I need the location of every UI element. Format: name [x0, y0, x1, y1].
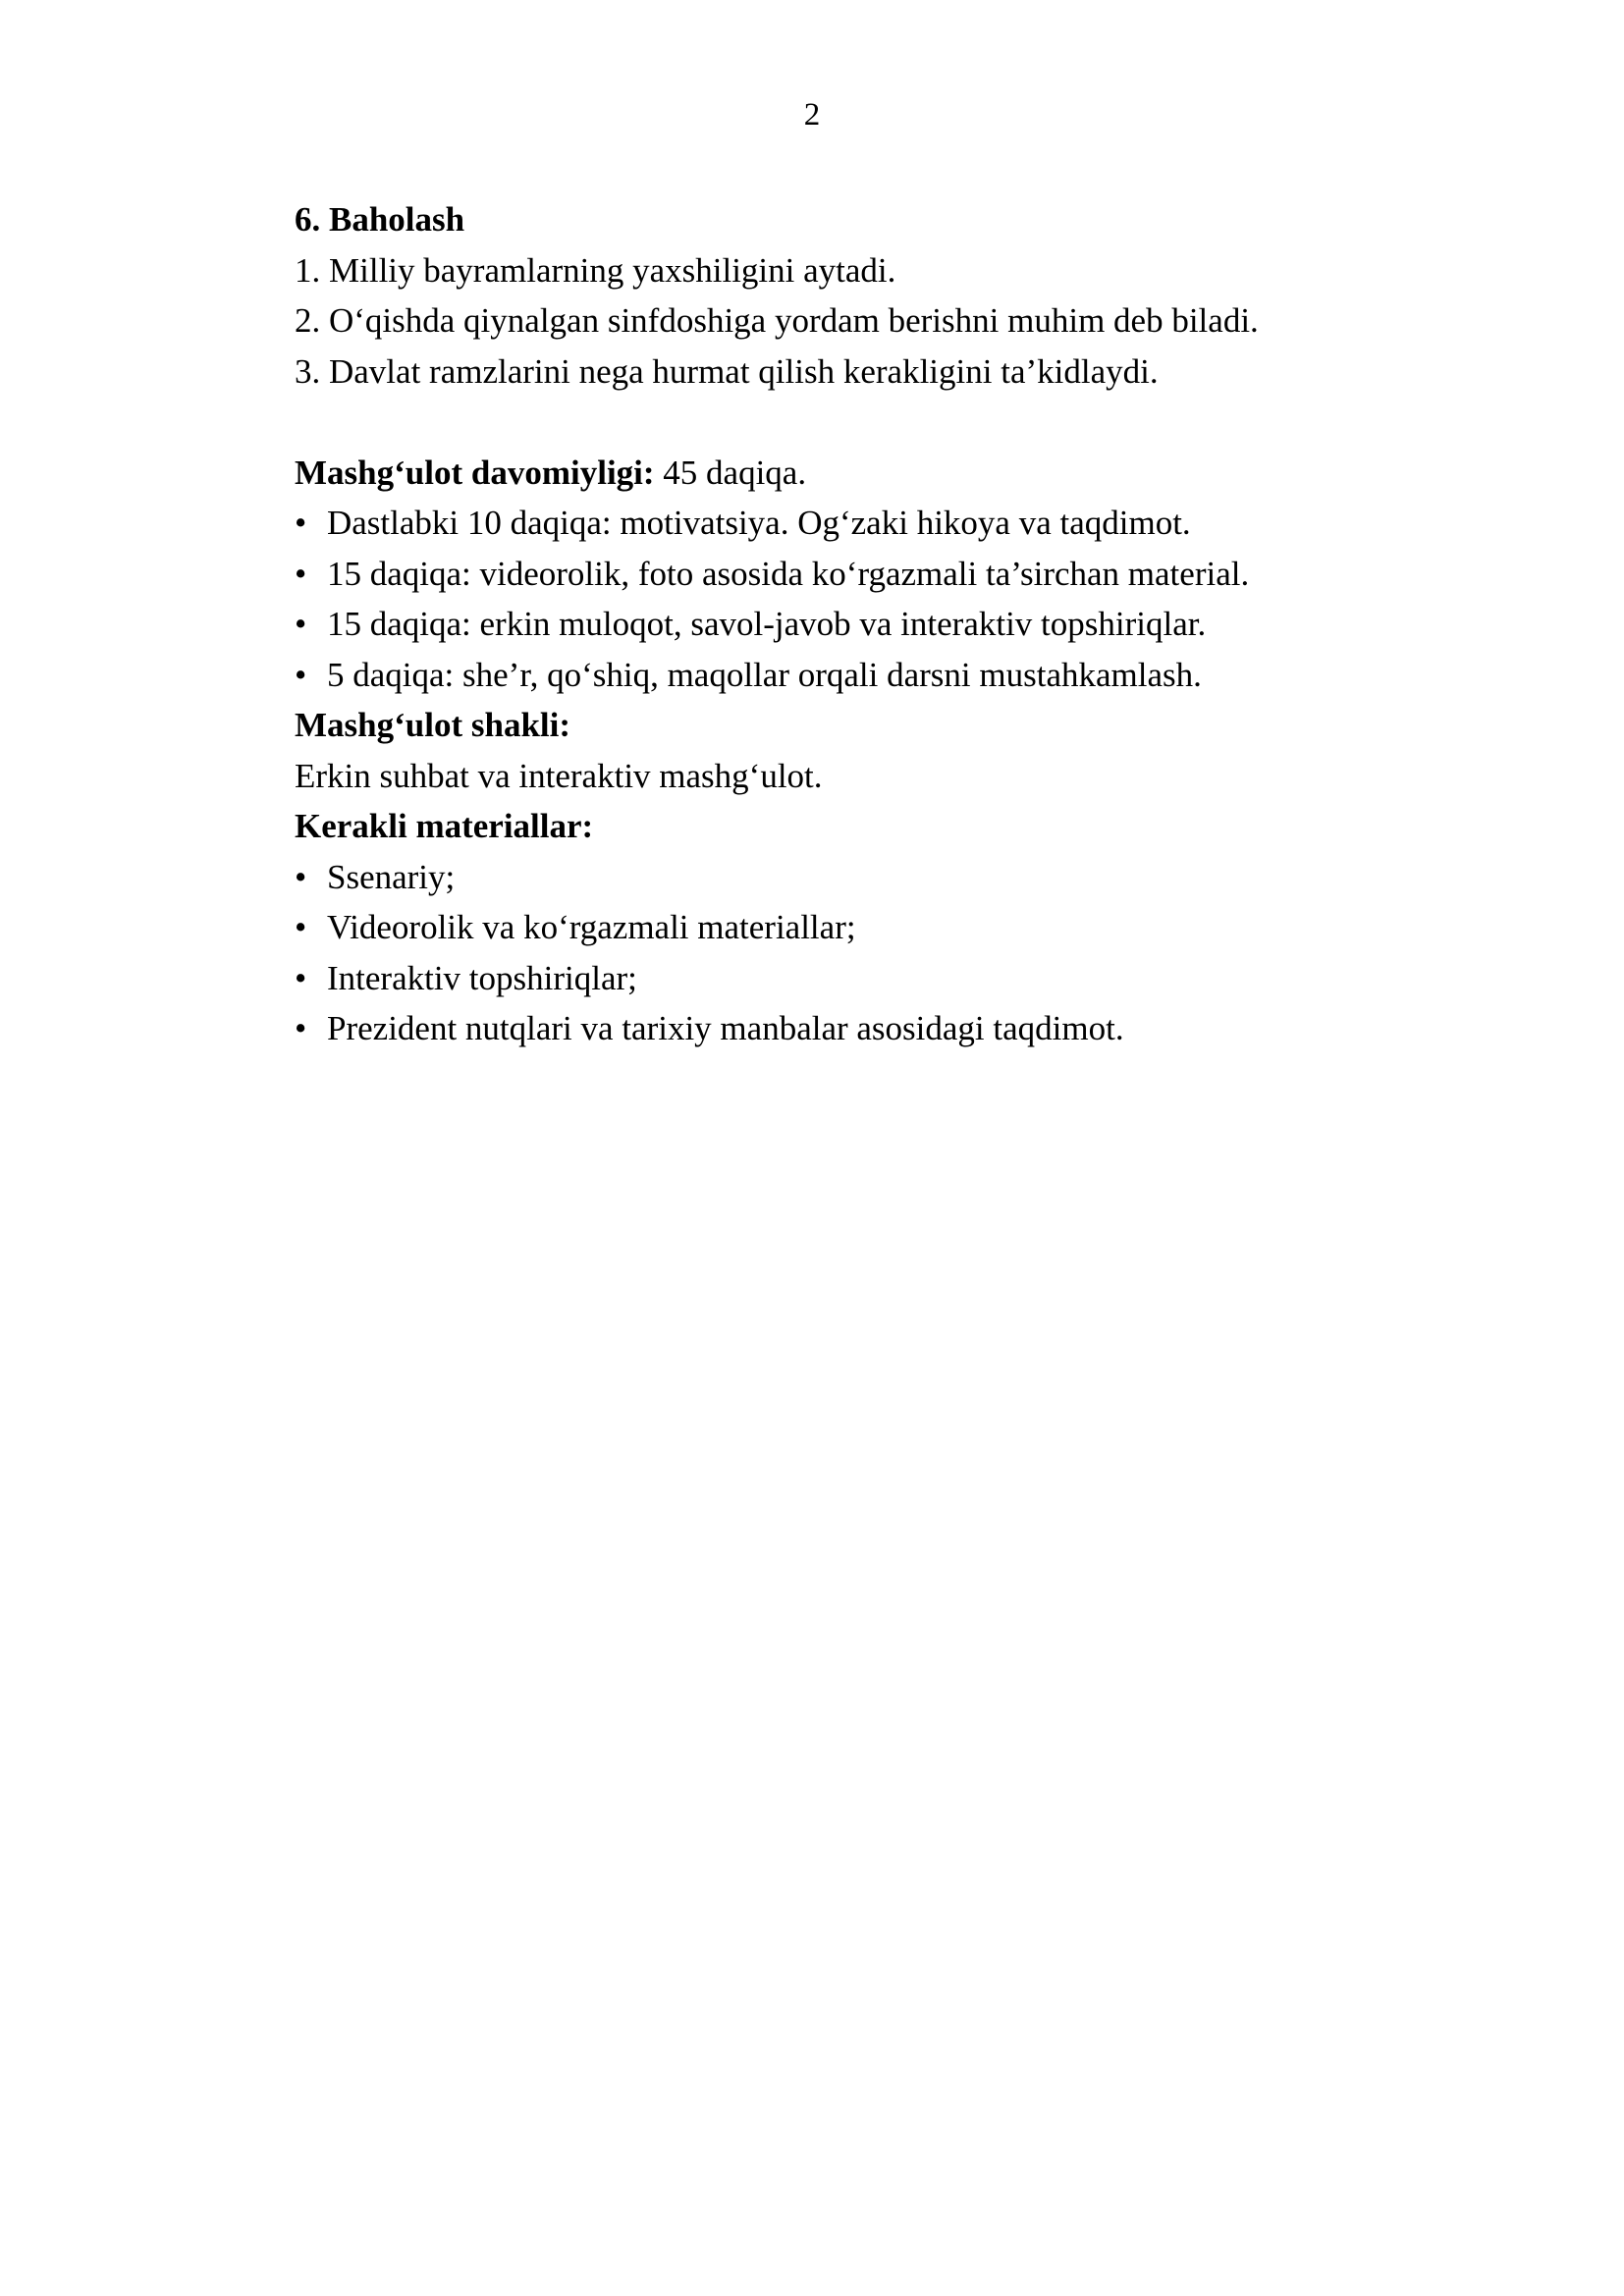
- list-item: [295, 1003, 1375, 1054]
- form-heading: Mashg‘ulot shakli:: [295, 706, 571, 744]
- bullet-icon: •: [295, 554, 307, 593]
- form-section: [295, 700, 1375, 801]
- list-item: [295, 852, 1375, 903]
- list-item-text: 15 daqiqa: erkin muloqot, savol-javob va interaktiv topshiriqlar.: [327, 605, 1207, 643]
- list-item-text: Interaktiv topshiriqlar;: [327, 958, 637, 997]
- spacer: [295, 397, 1375, 448]
- materials-section: [295, 801, 1375, 1054]
- bullet-icon: •: [295, 655, 307, 694]
- document-body: [295, 194, 1375, 1054]
- duration-value: 45 daqiqa.: [654, 453, 807, 492]
- evaluation-section: [295, 194, 1375, 397]
- list-item-text: 15 daqiqa: videorolik, foto asosida ko‘rgazmali ta’sirchan material.: [327, 554, 1250, 593]
- list-item-text: Prezident nutqlari va tarixiy manbalar asosidagi taqdimot.: [327, 1009, 1124, 1047]
- bullet-icon: •: [295, 605, 307, 643]
- duration-line: [295, 448, 1375, 499]
- list-item: [295, 498, 1375, 549]
- list-item-text: 5 daqiqa: she’r, qo‘shiq, maqollar orqali darsni mustahkamlash.: [327, 655, 1202, 694]
- list-item: [295, 599, 1375, 650]
- evaluation-heading: 6. Baholash: [295, 200, 465, 239]
- list-item-text: Ssenariy;: [327, 857, 456, 896]
- materials-heading: Kerakli materiallar:: [295, 807, 594, 845]
- evaluation-item: 1. Milliy bayramlarning yaxshiligini aytadi.: [295, 250, 896, 290]
- duration-label: Mashg‘ulot davomiyligi:: [295, 453, 655, 492]
- duration-list: [295, 498, 1375, 700]
- duration-section: [295, 448, 1375, 701]
- list-item: [295, 902, 1375, 953]
- page-number: 2: [803, 97, 821, 133]
- form-text: Erkin suhbat va interaktiv mashg‘ulot.: [295, 756, 823, 795]
- bullet-icon: •: [295, 1009, 307, 1047]
- evaluation-item: 2. O‘qishda qiynalgan sinfdoshiga yordam berishni muhim deb biladi.: [295, 301, 1259, 340]
- bullet-icon: •: [295, 857, 307, 896]
- list-item: [295, 953, 1375, 1004]
- list-item-text: Dastlabki 10 daqiqa: motivatsiya. Og‘zaki hikoya va taqdimot.: [327, 504, 1191, 542]
- bullet-icon: •: [295, 908, 307, 946]
- list-item: [295, 549, 1375, 600]
- list-item-text: Videorolik va ko‘rgazmali materiallar;: [327, 908, 856, 946]
- evaluation-item: 3. Davlat ramzlarini nega hurmat qilish kerakligini ta’kidlaydi.: [295, 351, 1159, 391]
- bullet-icon: •: [295, 504, 307, 542]
- materials-list: [295, 852, 1375, 1054]
- list-item: [295, 650, 1375, 701]
- bullet-icon: •: [295, 958, 307, 997]
